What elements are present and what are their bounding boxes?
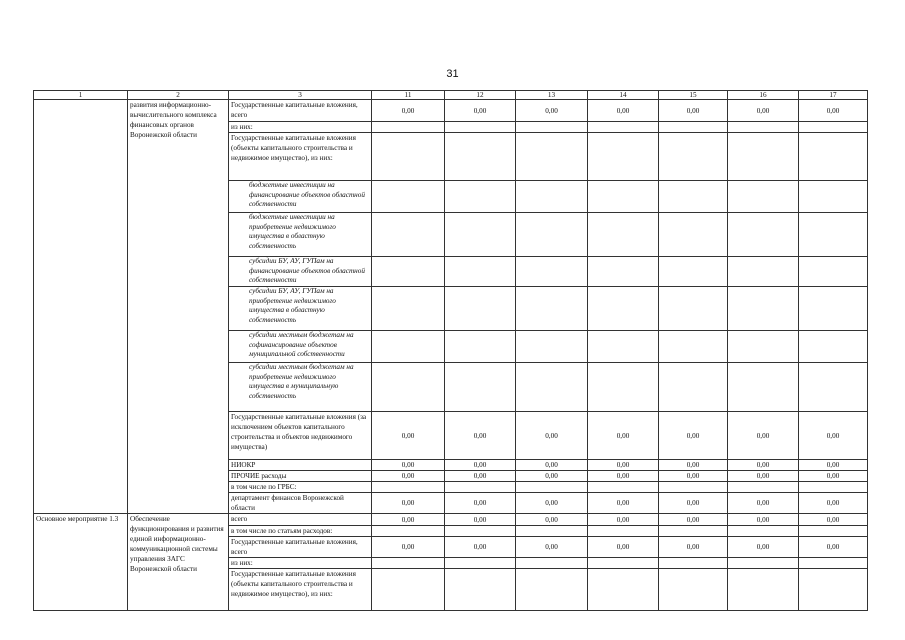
header-cell: 13 bbox=[516, 91, 588, 100]
value-cell bbox=[588, 257, 659, 287]
value-cell bbox=[799, 526, 868, 537]
value-cell bbox=[728, 257, 799, 287]
value-cell: 0,00 bbox=[445, 471, 516, 482]
header-cell: 1 bbox=[34, 91, 128, 100]
value-cell: 0,00 bbox=[445, 493, 516, 514]
expense-label-cell: департамент финансов Воронежской области bbox=[229, 493, 372, 514]
value-cell: 0,00 bbox=[659, 514, 728, 526]
expense-label-cell: субсидии местным бюджетам на приобретение недвижимого имущества в муниципальную собственность bbox=[229, 363, 372, 412]
value-cell bbox=[588, 526, 659, 537]
value-cell bbox=[799, 122, 868, 133]
value-cell bbox=[659, 569, 728, 611]
expense-label-cell: субсидии местным бюджетам на софинансирование объектов муниципальной собственности bbox=[229, 331, 372, 363]
value-cell bbox=[372, 482, 445, 493]
value-cell: 0,00 bbox=[588, 100, 659, 122]
value-cell: 0,00 bbox=[799, 471, 868, 482]
value-cell bbox=[516, 257, 588, 287]
value-cell bbox=[588, 331, 659, 363]
value-cell bbox=[445, 569, 516, 611]
value-cell bbox=[728, 122, 799, 133]
header-cell: 2 bbox=[128, 91, 229, 100]
value-cell bbox=[516, 569, 588, 611]
value-cell bbox=[516, 526, 588, 537]
value-cell bbox=[728, 287, 799, 331]
value-cell: 0,00 bbox=[728, 537, 799, 558]
value-cell: 0,00 bbox=[516, 412, 588, 460]
value-cell bbox=[372, 526, 445, 537]
value-cell bbox=[588, 558, 659, 569]
value-cell: 0,00 bbox=[588, 471, 659, 482]
value-cell bbox=[728, 213, 799, 257]
expense-label-cell: Государственные капитальные вложения (объекты капитального строительства и недвижимое имущество), из них: bbox=[229, 569, 372, 611]
value-cell: 0,00 bbox=[588, 412, 659, 460]
value-cell bbox=[588, 213, 659, 257]
value-cell: 0,00 bbox=[728, 460, 799, 471]
value-cell bbox=[659, 181, 728, 213]
value-cell bbox=[516, 482, 588, 493]
value-cell: 0,00 bbox=[659, 471, 728, 482]
value-cell: 0,00 bbox=[659, 537, 728, 558]
table-row bbox=[34, 100, 868, 122]
value-cell: 0,00 bbox=[659, 100, 728, 122]
value-cell bbox=[588, 569, 659, 611]
value-cell: 0,00 bbox=[728, 471, 799, 482]
value-cell bbox=[799, 133, 868, 181]
header-cell: 11 bbox=[372, 91, 445, 100]
expense-label-cell: Государственные капитальные вложения, всего bbox=[229, 100, 372, 122]
header-cell: 15 bbox=[659, 91, 728, 100]
activity-description-cell: развития информационно-вычислительного комплекса финансовых органов Воронежской области bbox=[128, 100, 229, 514]
value-cell bbox=[659, 363, 728, 412]
value-cell: 0,00 bbox=[516, 537, 588, 558]
value-cell: 0,00 bbox=[516, 100, 588, 122]
value-cell bbox=[659, 331, 728, 363]
value-cell: 0,00 bbox=[445, 460, 516, 471]
value-cell bbox=[799, 213, 868, 257]
value-cell bbox=[799, 558, 868, 569]
value-cell bbox=[799, 482, 868, 493]
header-cell: 14 bbox=[588, 91, 659, 100]
expense-label-cell: ПРОЧИЕ расходы bbox=[229, 471, 372, 482]
expense-label-cell: бюджетные инвестиции на финансирование объектов областной собственности bbox=[229, 181, 372, 213]
value-cell: 0,00 bbox=[516, 471, 588, 482]
value-cell: 0,00 bbox=[728, 100, 799, 122]
value-cell: 0,00 bbox=[728, 493, 799, 514]
value-cell bbox=[588, 181, 659, 213]
value-cell: 0,00 bbox=[372, 514, 445, 526]
value-cell bbox=[728, 133, 799, 181]
expense-label-cell: бюджетные инвестиции на приобретение недвижимого имущества в областную собственность bbox=[229, 213, 372, 257]
value-cell bbox=[799, 569, 868, 611]
expense-label-cell: субсидии БУ, АУ, ГУПам на приобретение недвижимого имущества в областную собственность bbox=[229, 287, 372, 331]
value-cell bbox=[588, 287, 659, 331]
value-cell bbox=[445, 287, 516, 331]
header-row bbox=[34, 91, 868, 100]
value-cell: 0,00 bbox=[372, 471, 445, 482]
value-cell bbox=[372, 363, 445, 412]
budget-table bbox=[33, 90, 868, 611]
value-cell bbox=[659, 257, 728, 287]
value-cell bbox=[659, 122, 728, 133]
value-cell bbox=[372, 287, 445, 331]
value-cell bbox=[659, 526, 728, 537]
activity-name-cell bbox=[34, 100, 128, 514]
value-cell bbox=[445, 213, 516, 257]
value-cell bbox=[516, 213, 588, 257]
value-cell: 0,00 bbox=[372, 460, 445, 471]
value-cell bbox=[516, 122, 588, 133]
value-cell bbox=[728, 331, 799, 363]
value-cell bbox=[728, 181, 799, 213]
value-cell bbox=[799, 363, 868, 412]
value-cell bbox=[659, 213, 728, 257]
value-cell: 0,00 bbox=[445, 100, 516, 122]
expense-label-cell: в том числе по ГРБС: bbox=[229, 482, 372, 493]
value-cell bbox=[445, 122, 516, 133]
value-cell: 0,00 bbox=[799, 514, 868, 526]
value-cell: 0,00 bbox=[445, 412, 516, 460]
value-cell: 0,00 bbox=[445, 514, 516, 526]
activity-name-cell: Основное мероприятие 1.3 bbox=[34, 514, 128, 611]
value-cell bbox=[445, 181, 516, 213]
expense-label-cell: в том числе по статьям расходов: bbox=[229, 526, 372, 537]
value-cell: 0,00 bbox=[588, 514, 659, 526]
value-cell bbox=[372, 213, 445, 257]
value-cell bbox=[588, 363, 659, 412]
value-cell: 0,00 bbox=[659, 460, 728, 471]
value-cell: 0,00 bbox=[728, 412, 799, 460]
value-cell bbox=[445, 558, 516, 569]
value-cell: 0,00 bbox=[372, 537, 445, 558]
value-cell bbox=[372, 558, 445, 569]
table-row bbox=[34, 514, 868, 526]
value-cell bbox=[445, 482, 516, 493]
value-cell bbox=[445, 526, 516, 537]
expense-label-cell: Государственные капитальные вложения (за исключением объектов капитального строительства и объектов недвижимого имущества) bbox=[229, 412, 372, 460]
value-cell: 0,00 bbox=[445, 537, 516, 558]
value-cell bbox=[799, 181, 868, 213]
value-cell bbox=[659, 287, 728, 331]
value-cell bbox=[372, 257, 445, 287]
value-cell bbox=[799, 331, 868, 363]
value-cell: 0,00 bbox=[799, 100, 868, 122]
expense-label-cell: Государственные капитальные вложения, всего bbox=[229, 537, 372, 558]
value-cell: 0,00 bbox=[799, 493, 868, 514]
value-cell bbox=[799, 287, 868, 331]
value-cell: 0,00 bbox=[372, 412, 445, 460]
expense-label-cell: Государственные капитальные вложения (объекты капитального строительства и недвижимое имущество), из них: bbox=[229, 133, 372, 181]
value-cell: 0,00 bbox=[799, 460, 868, 471]
value-cell: 0,00 bbox=[799, 412, 868, 460]
value-cell bbox=[516, 181, 588, 213]
value-cell bbox=[659, 558, 728, 569]
value-cell: 0,00 bbox=[659, 412, 728, 460]
value-cell: 0,00 bbox=[516, 460, 588, 471]
value-cell bbox=[372, 569, 445, 611]
value-cell bbox=[516, 331, 588, 363]
expense-label-cell: всего bbox=[229, 514, 372, 526]
value-cell: 0,00 bbox=[588, 460, 659, 471]
header-cell: 16 bbox=[728, 91, 799, 100]
value-cell: 0,00 bbox=[372, 493, 445, 514]
expense-label-cell: из них: bbox=[229, 558, 372, 569]
value-cell bbox=[728, 526, 799, 537]
value-cell bbox=[588, 133, 659, 181]
value-cell bbox=[445, 331, 516, 363]
value-cell bbox=[372, 181, 445, 213]
value-cell bbox=[516, 133, 588, 181]
header-cell: 12 bbox=[445, 91, 516, 100]
value-cell bbox=[728, 558, 799, 569]
value-cell bbox=[516, 363, 588, 412]
header-cell: 17 bbox=[799, 91, 868, 100]
page-number: 31 bbox=[446, 68, 459, 80]
value-cell: 0,00 bbox=[588, 493, 659, 514]
value-cell bbox=[659, 133, 728, 181]
value-cell bbox=[799, 257, 868, 287]
value-cell bbox=[445, 257, 516, 287]
value-cell: 0,00 bbox=[588, 537, 659, 558]
value-cell: 0,00 bbox=[516, 493, 588, 514]
value-cell: 0,00 bbox=[728, 514, 799, 526]
value-cell bbox=[728, 482, 799, 493]
expense-label-cell: НИОКР bbox=[229, 460, 372, 471]
activity-description-cell: Обеспечение функционирования и развития единой информационно-коммуникационной системы управления ЗАГС Воронежской области bbox=[128, 514, 229, 611]
value-cell bbox=[588, 122, 659, 133]
value-cell bbox=[445, 363, 516, 412]
value-cell bbox=[516, 558, 588, 569]
value-cell bbox=[516, 287, 588, 331]
header-cell: 3 bbox=[229, 91, 372, 100]
value-cell bbox=[372, 133, 445, 181]
value-cell: 0,00 bbox=[659, 493, 728, 514]
value-cell bbox=[372, 331, 445, 363]
value-cell bbox=[445, 133, 516, 181]
expense-label-cell: из них: bbox=[229, 122, 372, 133]
value-cell bbox=[659, 482, 728, 493]
value-cell: 0,00 bbox=[516, 514, 588, 526]
expense-label-cell: субсидии БУ, АУ, ГУПам на финансирование объектов областной собственности bbox=[229, 257, 372, 287]
value-cell bbox=[728, 569, 799, 611]
value-cell bbox=[588, 482, 659, 493]
value-cell bbox=[728, 363, 799, 412]
value-cell: 0,00 bbox=[799, 537, 868, 558]
value-cell bbox=[372, 122, 445, 133]
value-cell: 0,00 bbox=[372, 100, 445, 122]
